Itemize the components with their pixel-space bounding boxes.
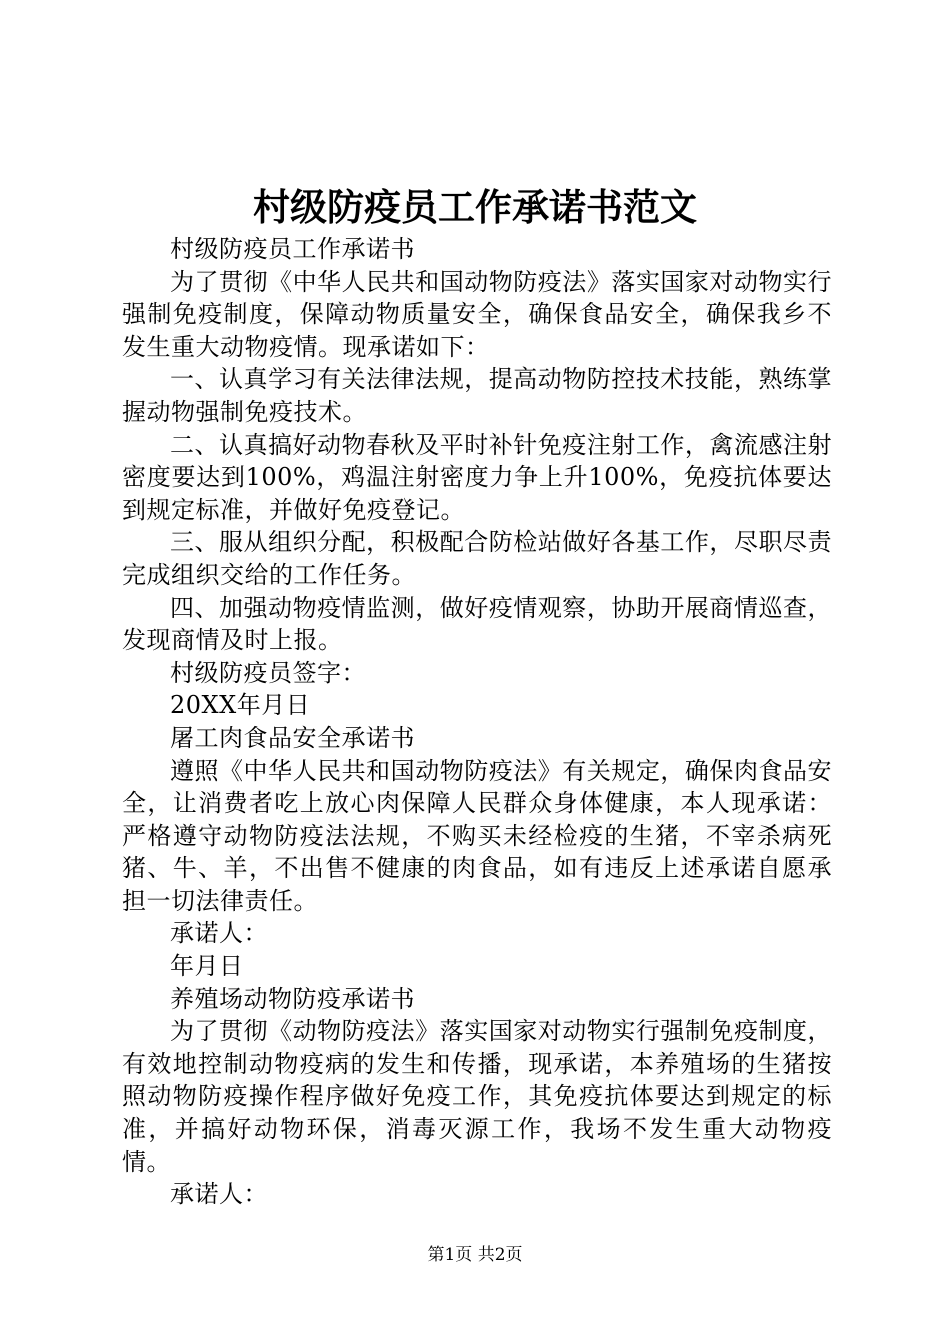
paragraph-item-3: 三、服从组织分配，积极配合防检站做好各基工作，尽职尽责完成组织交给的工作任务。 (122, 528, 832, 589)
paragraph-item-4: 四、加强动物疫情监测，做好疫情观察，协助开展商情巡查，发现商情及时上报。 (122, 593, 832, 655)
paragraph-meat-safety: 遵照《中华人民共和国动物防疫法》有关规定，确保肉食品安全，让消费者吃上放心肉保障人民群众身体健康，本人现承诺：严格遵守动物防疫法法规，不购买未经检疫的生猪，不宰杀病死猪、牛、羊，不出售不健康的肉食品，如有违反上述承诺自愿承担一切法律责任。 (122, 756, 832, 915)
date-line: 年月日 (170, 952, 244, 981)
signature-line: 村级防疫员签字： (170, 658, 366, 687)
heading-village-vet-pledge: 村级防疫员工作承诺书 (170, 235, 415, 263)
document-title: 村级防疫员工作承诺书范文 (253, 185, 697, 229)
pledger-line: 承诺人： (170, 1180, 268, 1209)
pledger-line: 承诺人： (170, 919, 268, 948)
date-line: 20XX年月日 (170, 691, 311, 720)
page-footer: 第1页 共2页 (427, 1245, 523, 1265)
document-body (122, 233, 832, 1211)
paragraph-item-2: 二、认真搞好动物春秋及平时补针免疫注射工作，禽流感注射密度要达到100%，鸡温注射密度力争上升100%，免疫抗体要达到规定标准，并做好免疫登记。 (122, 430, 832, 524)
heading-farm-pledge: 养殖场动物防疫承诺书 (170, 984, 415, 1013)
paragraph-item-1: 一、认真学习有关法律法规，提高动物防控技术技能，熟练掌握动物强制免疫技术。 (122, 365, 832, 426)
paragraph-intro: 为了贯彻《中华人民共和国动物防疫法》落实国家对动物实行强制免疫制度，保障动物质量安全，确保食品安全，确保我乡不发生重大动物疫情。现承诺如下： (122, 267, 832, 361)
heading-meat-safety-pledge: 屠工肉食品安全承诺书 (170, 723, 415, 752)
paragraph-farm: 为了贯彻《动物防疫法》落实国家对动物实行强制免疫制度，有效地控制动物疫病的发生和传播，现承诺，本养殖场的生猪按照动物防疫操作程序做好免疫工作，其免疫抗体要达到规定的标准，并搞好动物环保，消毒灭源工作，我场不发生重大动物疫情。 (122, 1017, 832, 1176)
